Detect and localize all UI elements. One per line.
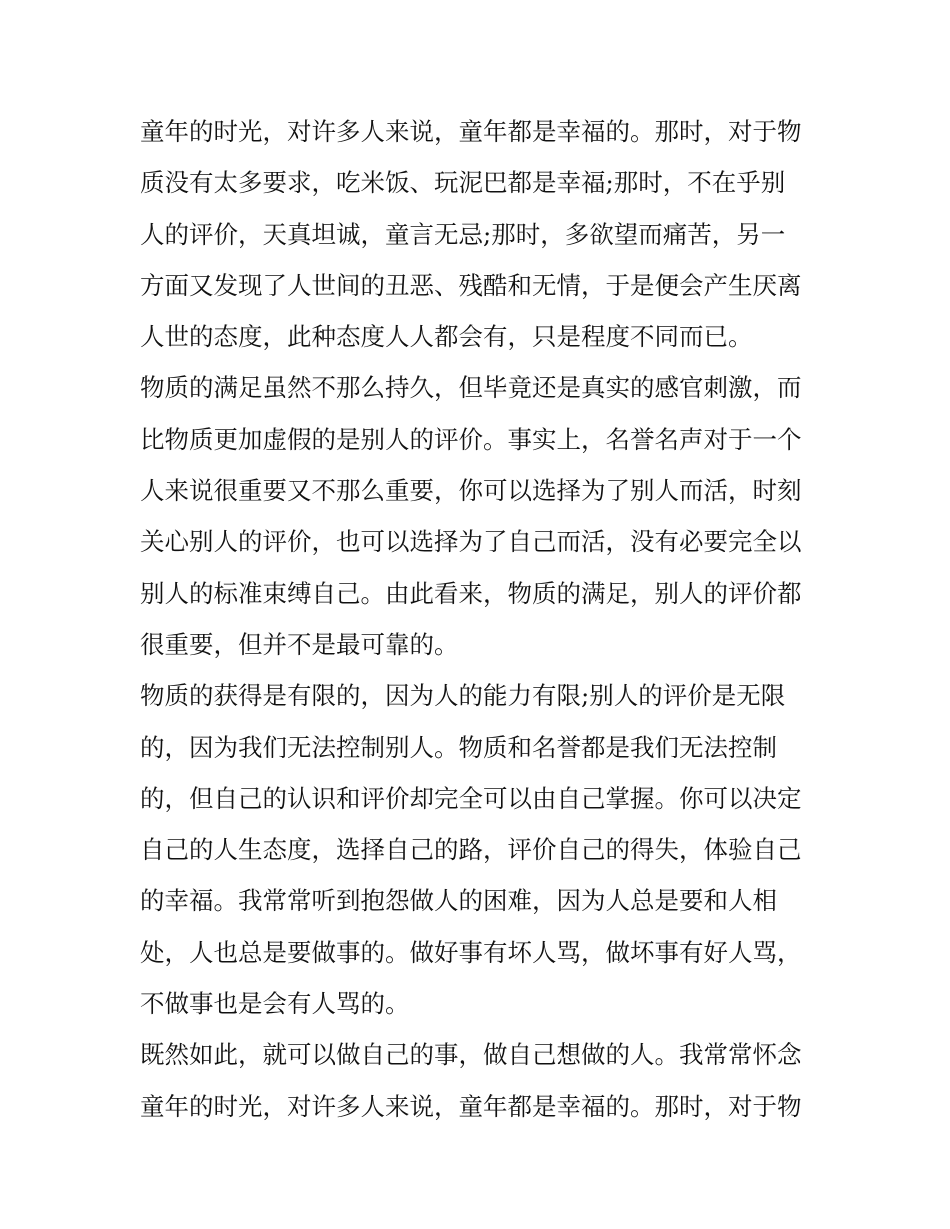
text-line: 人世的态度，此种态度人人都会有，只是程度不同而已。	[140, 322, 753, 352]
text-line: 童年的时光，对许多人来说，童年都是幸福的。那时，对于物	[140, 117, 802, 146]
text-line: 自己的人生态度，选择自己的路，评价自己的得失，体验自己	[140, 835, 802, 865]
text-line: 既然如此，就可以做自己的事，做自己想做的人。我常常怀念	[140, 1040, 802, 1070]
text-line: 不做事也是会有人骂的。	[140, 989, 410, 1019]
paragraph-1	[140, 106, 820, 362]
document-body	[140, 106, 820, 1132]
paragraph-4	[140, 1029, 820, 1132]
text-line: 关心别人的评价，也可以选择为了自己而活，没有必要完全以	[140, 527, 802, 557]
text-line: 人来说很重要又不那么重要，你可以选择为了别人而活，时刻	[140, 476, 802, 506]
text-line: 人的评价，天真坦诚，童言无忌;那时，多欲望而痛苦，另一	[140, 219, 786, 249]
text-line: 的，但自己的认识和评价却完全可以由自己掌握。你可以决定	[140, 783, 802, 813]
text-line: 的幸福。我常常听到抱怨做人的困难，因为人总是要和人相	[140, 886, 777, 916]
text-line: 处，人也总是要做事的。做好事有坏人骂，做坏事有好人骂，	[140, 937, 802, 967]
text-line: 物质的满足虽然不那么持久，但毕竟还是真实的感官刺激，而	[140, 373, 802, 403]
text-line: 物质的获得是有限的，因为人的能力有限;别人的评价是无限	[140, 681, 786, 711]
text-line: 质没有太多要求，吃米饭、玩泥巴都是幸福;那时，不在乎别	[140, 168, 786, 198]
paragraph-3	[140, 670, 820, 1029]
text-line: 童年的时光，对许多人来说，童年都是幸福的。那时，对于物	[140, 1091, 802, 1121]
text-line: 别人的标准束缚自己。由此看来，物质的满足，别人的评价都	[140, 578, 802, 608]
text-line: 方面又发现了人世间的丑恶、残酷和无情，于是便会产生厌离	[140, 270, 802, 300]
text-line: 比物质更加虚假的是别人的评价。事实上，名誉名声对于一个	[140, 424, 802, 454]
paragraph-2	[140, 362, 820, 670]
text-line: 很重要，但并不是最可靠的。	[140, 629, 459, 659]
text-line: 的，因为我们无法控制别人。物质和名誉都是我们无法控制	[140, 732, 777, 762]
